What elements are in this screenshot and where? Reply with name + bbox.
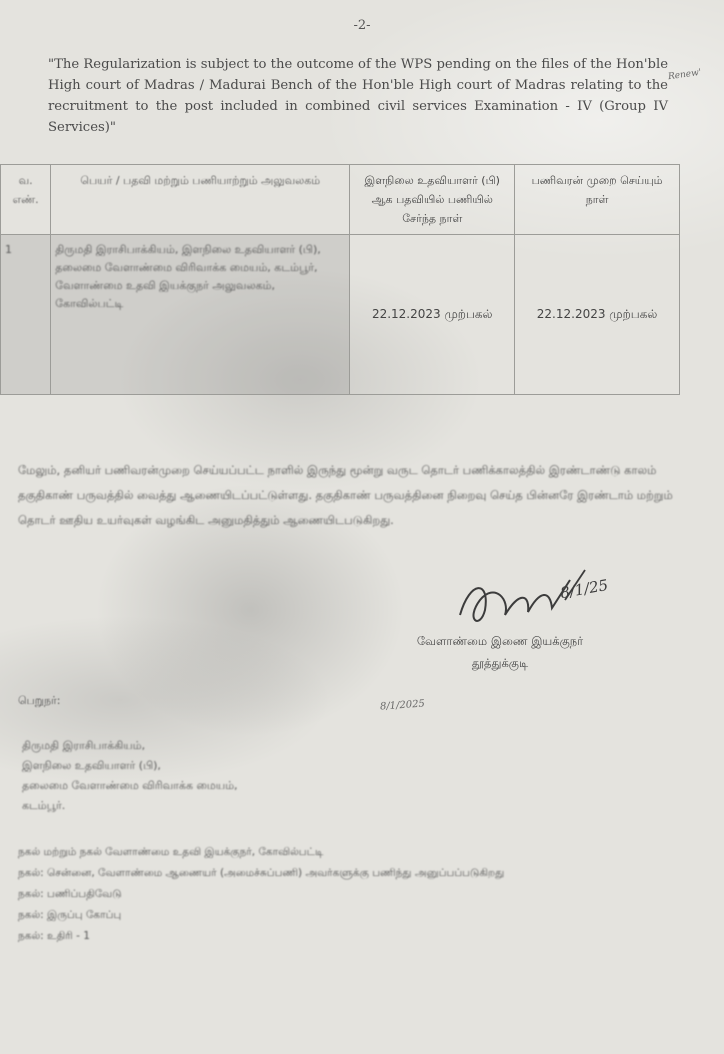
address-line: தலைமை வேளாண்மை விரிவாக்க மையம்,	[22, 779, 238, 792]
copy-line: நகல்: இருப்பு கோப்பு	[18, 909, 122, 921]
header-name: பெயர் / பதவி மற்றும் பணியாற்றும் அலுவலகம்	[51, 165, 350, 235]
address-line: திருமதி இராசிபாக்கியம்,	[22, 739, 146, 752]
header-regularized: பணிவரன் முறை செய்யும் நாள்	[515, 165, 680, 235]
regularization-quote: "The Regularization is subject to the outcome of the WPS pending on the files of the Hon'ble High court of Madras / Madurai Bench of the Hon'ble High court of Madras relating to the recruitment to the post included in combined civil services Examination - IV (Group IV Services)"	[48, 57, 668, 135]
signature-date: 8/1/25	[558, 575, 610, 603]
copy-to-list	[18, 842, 678, 947]
copy-line: நகல் மற்றும் நகல் வேளாண்மை உதவி இயக்குநர், கோவில்பட்டி	[18, 846, 324, 858]
probation-paragraph: மேலும், தனியர் பணிவரன்முறை செய்யப்பட்ட நாளில் இருந்து மூன்று வருட தொடர் பணிக்காலத்தில் இரண்டாண்டு காலம் தகுதிகாண் பருவத்தில் வைத்து ஆணையிடப்பட்டுள்ளது. தகுதிகாண் பருவத்தினை நிறைவு செய்த பின்னரே இரண்டாம் மற்றும் தொடர் ஊதிய உயர்வுகள் வழங்கிட அனுமதித்தும் ஆணையிடபடுகிறது.	[18, 463, 673, 527]
recipient-address	[22, 736, 238, 816]
signatory-title: வேளாண்மை இணை இயக்குநர்	[416, 634, 584, 648]
copy-line: நகல்: உதிரி - 1	[18, 930, 90, 942]
cell-joined-date: 22.12.2023 முற்பகல்	[350, 235, 515, 395]
table-header-row	[1, 165, 680, 235]
copy-line: நகல்: பணிப்பதிவேடு	[18, 888, 122, 900]
table-row	[1, 235, 680, 395]
cell-regularized-date: 22.12.2023 முற்பகல்	[515, 235, 680, 395]
header-joined: இளநிலை உதவியாளர் (பி) ஆக பதவியில் பணியில் சேர்ந்த நாள்	[350, 165, 515, 235]
header-sno: வ. எண்.	[1, 165, 51, 235]
page-number: -2-	[353, 18, 371, 33]
cell-sno: 1	[1, 235, 51, 395]
copy-line: நகல்: சென்னை, வேளாண்மை ஆணையர் (அமைச்சுப்பணி) அவர்களுக்கு பணிந்து அனுப்பப்படுகிறது	[18, 867, 505, 879]
margin-scribble: Renew'	[667, 67, 702, 83]
signature-icon	[450, 560, 630, 640]
signatory-place: தூத்துக்குடி	[471, 656, 529, 670]
regularization-table	[0, 164, 680, 395]
signatory-block	[390, 630, 610, 674]
cell-name: திருமதி இராசிபாக்கியம், இளநிலை உதவியாளர் (பி), தலைமை வேளாண்மை விரிவாக்க மையம், கடம்பூர், வேளாண்மை உதவி இயக்குநர் அலுவலகம், கோவில்பட்டி	[51, 235, 350, 395]
address-line: கடம்பூர்.	[22, 799, 66, 812]
initial-date: 8/1/2025	[379, 698, 426, 713]
address-line: இளநிலை உதவியாளர் (பி),	[22, 759, 161, 772]
recipient-label: பெறுநர்:	[18, 694, 61, 707]
